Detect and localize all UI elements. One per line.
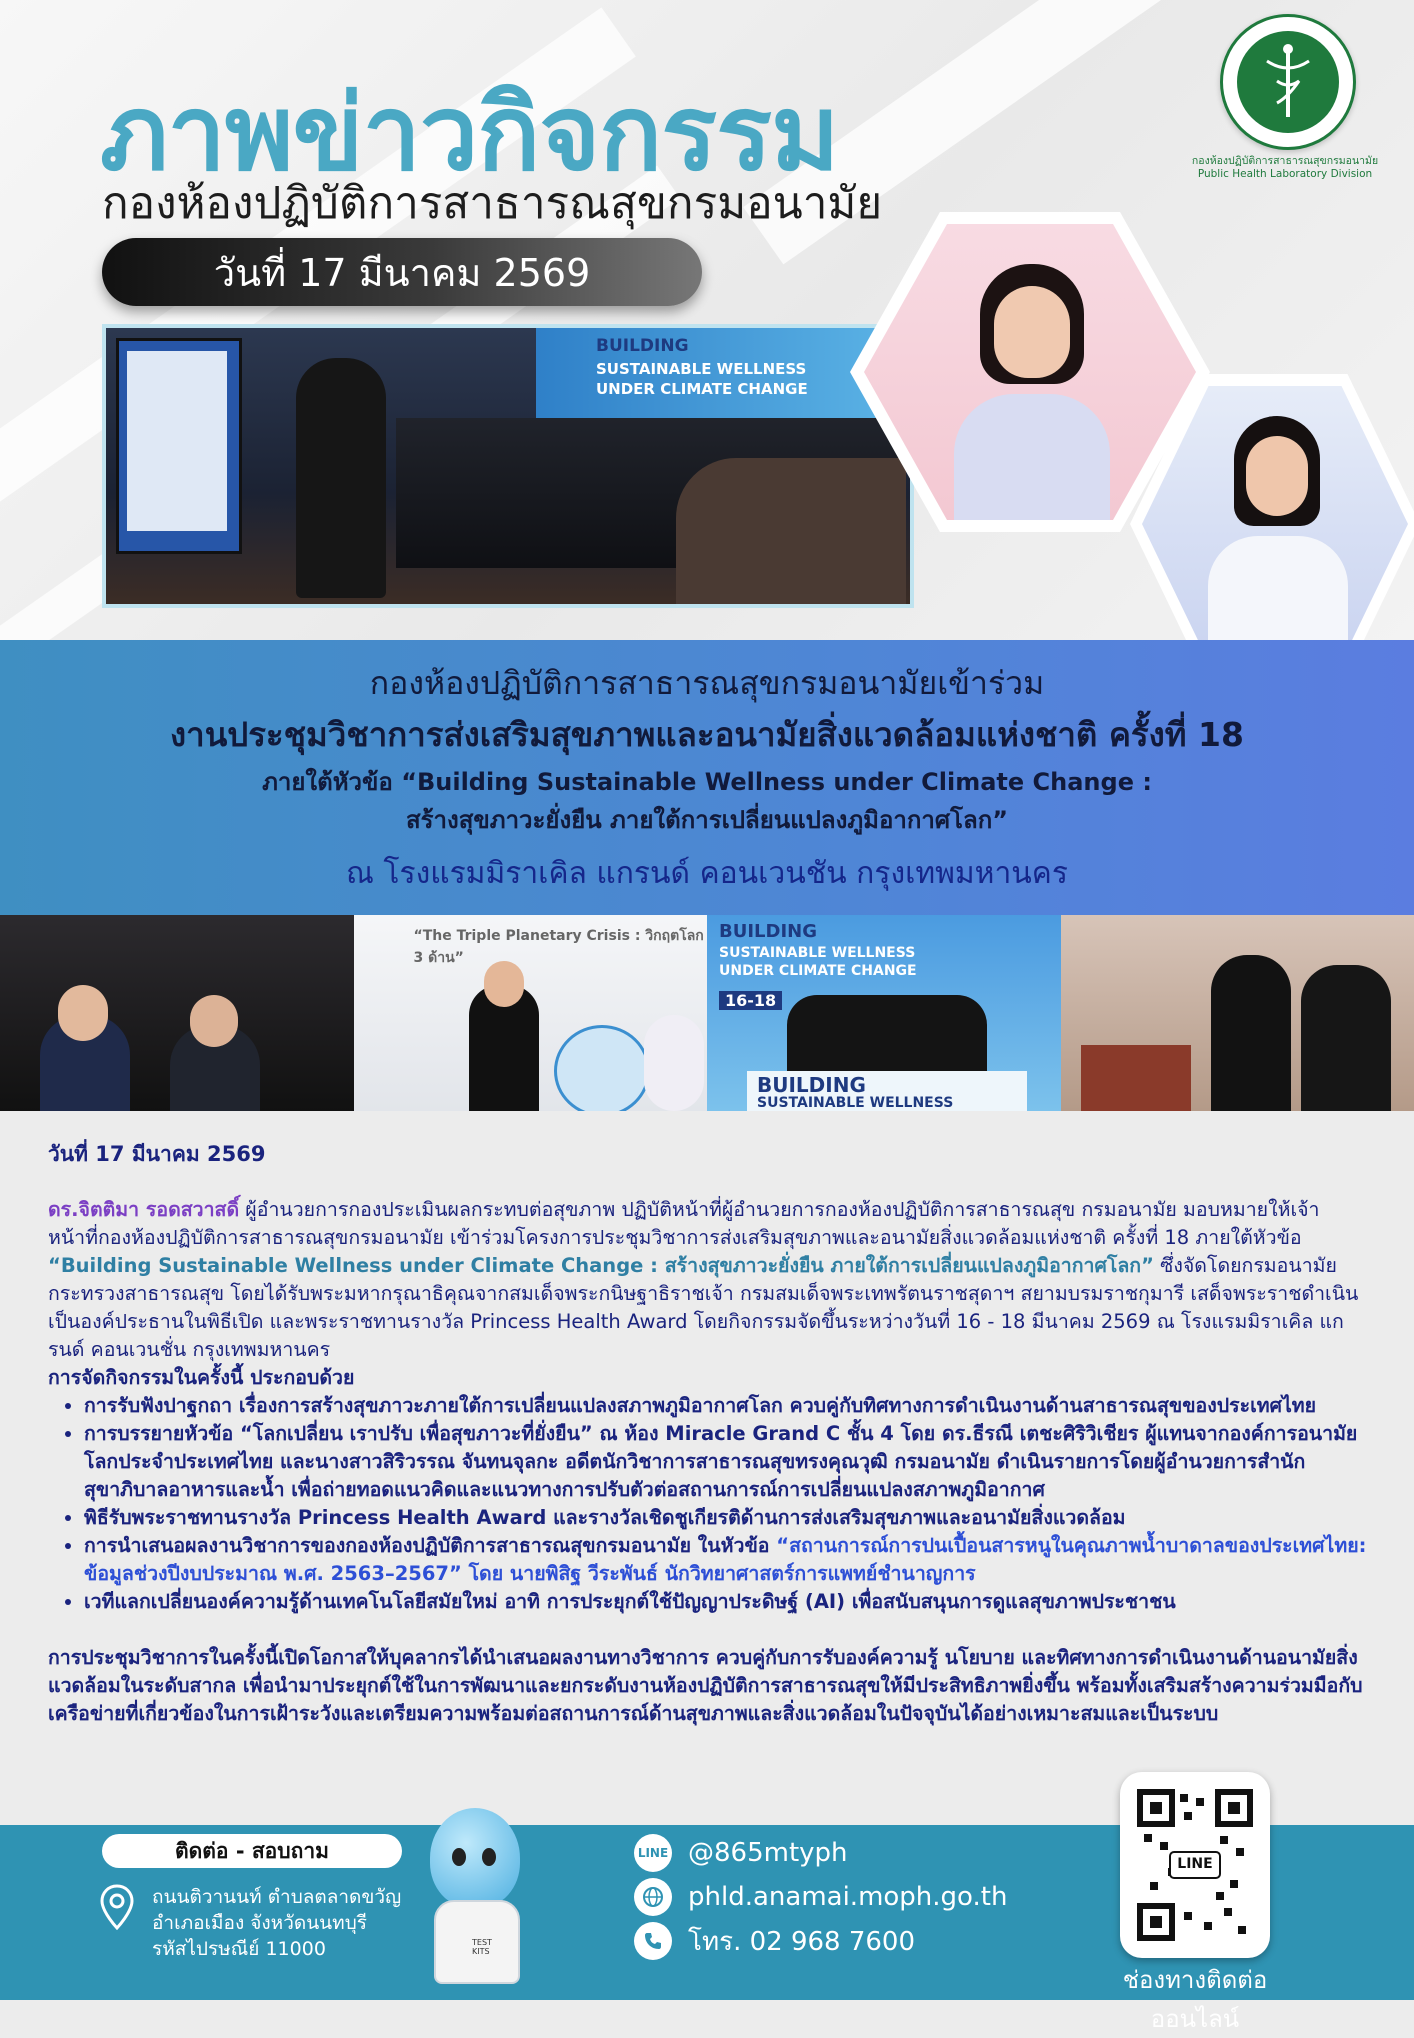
water-drop-mascot (420, 1808, 530, 1988)
phone-number: โทร. 02 968 7600 (688, 1921, 915, 1962)
research-title: “สถานการณ์การปนเปื้อนสารหนูในคุณภาพน้ำบาดาลของประเทศไทย: ข้อมูลช่วงปีงบประมาณ พ.ศ. 2563–2567” โดย นายพิสิฐ วีระพันธ์ นักวิทยาศาสตร์การแพทย์ชำนาญการ (84, 1534, 1366, 1585)
hero-event-photo (102, 324, 914, 608)
list-intro: การจัดกิจกรรมในครั้งนี้ ประกอบด้วย (48, 1364, 1368, 1392)
banner-line-5: ณ โรงแรมมิราเคิล แกรนด์ คอนเวนชัน กรุงเทพมหานคร (0, 850, 1414, 897)
photo-strip (0, 915, 1414, 1111)
line-qr-code[interactable] (1120, 1772, 1270, 1958)
speaker-figure (296, 358, 386, 598)
backdrop-text: UNDER CLIMATE CHANGE (596, 380, 808, 398)
backdrop-text: SUSTAINABLE WELLNESS (596, 360, 806, 378)
backdrop-text: SUSTAINABLE WELLNESS (719, 945, 915, 961)
mascot-badge: TEST KITS (472, 1938, 512, 1956)
line-id: @865mtyph (688, 1838, 848, 1868)
backdrop-text: SUSTAINABLE WELLNESS (757, 1095, 953, 1111)
line-icon: LINE (634, 1834, 672, 1872)
paragraph-text: ผู้อำนวยการกองประเมินผลกระทบต่อสุขภาพ ปฏิบัติหน้าที่ผู้อำนวยการกองห้องปฏิบัติการสาธารณสุข กรมอนามัย มอบหมายให้เจ้าหน้าที่กองห้องปฏิบัติการสาธารณสุขกรมอนามัย เข้าร่วมโครงการประชุมวิชาการส่งเสริมสุขภาพและอนามัยสิ่งแวดล้อมแห่งชาติ ครั้งที่ 18 ภายใต้หัวข้อ (48, 1198, 1320, 1249)
logo-caption-en: Public Health Laboratory Division (1150, 168, 1414, 180)
closing-paragraph: การประชุมวิชาการในครั้งนี้เปิดโอกาสให้บุคลากรได้นำเสนอผลงานทางวิชาการ ควบคู่กับการรับองค์ความรู้ นโยบาย และทิศทางการดำเนินงานด้านอนามัยสิ่งแวดล้อมในระดับสากล เพื่อนำมาประยุกต์ใช้ในการพัฒนาและยกระดับงานห้องปฏิบัติการสาธารณสุขให้มีประสิทธิภาพยิ่งขึ้น พร้อมทั้งเสริมสร้างความร่วมมือกับเครือข่ายที่เกี่ยวข้องในการเฝ้าระวังและเตรียมความพร้อมต่อสถานการณ์ด้านสุขภาพและสิ่งแวดล้อมในปัจจุบันได้อย่างเหมาะสมและเป็นระบบ (48, 1644, 1368, 1728)
banner-line-3: ภายใต้หัวข้อ “Building Sustainable Wellness under Climate Change : (0, 762, 1414, 801)
line-contact[interactable] (634, 1832, 848, 1874)
banner-line-1: กองห้องปฏิบัติการสาธารณสุขกรมอนามัยเข้าร่วม (0, 658, 1414, 709)
article-body (48, 1140, 1368, 1728)
qr-label: LINE (1170, 1856, 1220, 1872)
logo-emblem (1237, 31, 1339, 133)
article-date: วันที่ 17 มีนาคม 2569 (48, 1140, 1368, 1168)
list-item-text: การนำเสนอผลงานวิชาการของกองห้องปฏิบัติการสาธารณสุขกรมอนามัย ในหัวข้อ (84, 1534, 776, 1557)
paragraph-text: ซึ่งจัดโดยกรมอนามัย กระทรวงสาธารณสุข โดยได้รับพระมหากรุณาธิคุณจากสมเด็จพระกนิษฐาธิราชเจ้า กรมสมเด็จพระเทพรัตนราชสุดาฯ สยามบรมราชกุมารี เสด็จพระราชดำเนินเป็นองค์ประธานในพิธีเปิด และพระราชทานรางวัล Princess Health Award โดยกิจกรรมจัดขึ้นระหว่างวันที่ 16 - 18 มีนาคม 2569 ณ โรงแรมมิราเคิล แกรนด์ คอนเวนชั่น กรุงเทพมหานคร (48, 1254, 1358, 1361)
backdrop-text: BUILDING (757, 1073, 866, 1097)
screen-caption: “The Triple Planetary Crisis : วิกฤตโลก 3 ด้าน” (414, 925, 708, 969)
address-line: อำเภอเมือง จังหวัดนนทบุรี (152, 1908, 452, 1938)
backdrop-text: UNDER CLIMATE CHANGE (719, 963, 917, 979)
list-item (84, 1532, 1368, 1588)
strip-photo-team (707, 915, 1061, 1111)
backdrop-text: BUILDING (719, 921, 817, 942)
website-contact[interactable] (634, 1876, 1007, 1918)
page-subtitle: กองห้องปฏิบัติการสาธารณสุขกรมอนามัย (102, 168, 882, 238)
location-pin-icon (100, 1884, 134, 1930)
strip-photo-speaker (354, 915, 708, 1111)
list-item: • การรับฟังปาฐกถา เรื่องการสร้างสุขภาวะภายใต้การเปลี่ยนแปลงสภาพภูมิอากาศโลก ควบคู่กับทิศทางการดำเนินงานด้านสาธารณสุขของประเทศไทย (84, 1392, 1368, 1420)
list-item: • การบรรยายหัวข้อ “โลกเปลี่ยน เราปรับ เพื่อสุขภาวะที่ยั่งยืน” ณ ห้อง Miracle Grand C ชั้น 4 โดย ดร.ธีรณี เตชะศิริวิเชียร ผู้แทนจากองค์การอนามัยโลกประจำประเทศไทย และนางสาวสิริวรรณ จันทนจุลกะ อดีตนักวิชาการสาธารณสุขทรงคุณวุฒิ กรมอนามัย ดำเนินรายการโดยผู้อำนวยการสำนักสุขาภิบาลอาหารและน้ำ เพื่อถ่ายทอดแนวคิดและแนวทางการปรับตัวต่อสถานการณ์การเปลี่ยนแปลงสภาพภูมิอากาศ (84, 1420, 1368, 1504)
backdrop-date: 16-18 (719, 991, 782, 1010)
qr-caption: ช่องทางติดต่อออนไลน์ (1080, 1960, 1310, 2038)
poster-screen (116, 338, 242, 554)
caduceus-icon (1237, 31, 1339, 133)
logo-caption-th: กองห้องปฏิบัติการสาธารณสุขกรมอนามัย (1150, 152, 1414, 169)
list-item: • เวทีแลกเปลี่ยนองค์ความรู้ด้านเทคโนโลยีสมัยใหม่ อาทิ การประยุกต์ใช้ปัญญาประดิษฐ์ (AI) เพื่อสนับสนุนการดูแลสุขภาพประชาชน (84, 1588, 1368, 1616)
address-line: ถนนติวานนท์ ตำบลตลาดขวัญ (152, 1882, 452, 1912)
website-url: phld.anamai.moph.go.th (688, 1882, 1007, 1912)
contact-label: ติดต่อ - สอบถาม (102, 1834, 402, 1868)
banner-line-4: สร้างสุขภาวะยั่งยืน ภายใต้การเปลี่ยนแปลงภูมิอากาศโลก” (0, 800, 1414, 839)
director-name: ดร.จิตติมา รอดสวาสดิ์ (48, 1198, 239, 1221)
headline-banner (0, 640, 1414, 915)
article-paragraph-1 (48, 1196, 1368, 1364)
backdrop-text: BUILDING (596, 336, 689, 356)
ministry-logo (1220, 14, 1356, 150)
phone-contact[interactable] (634, 1920, 915, 1962)
activity-list (48, 1392, 1368, 1616)
list-item: • พิธีรับพระราชทานรางวัล Princess Health Award และรางวัลเชิดชูเกียรติด้านการส่งเสริมสุขภาพและอนามัยสิ่งแวดล้อม (84, 1504, 1368, 1532)
page-title: ภาพข่าวกิจกรรม (100, 50, 839, 215)
date-badge: วันที่ 17 มีนาคม 2569 (102, 238, 702, 306)
strip-photo-participants (1061, 915, 1414, 1111)
seated-person (676, 458, 906, 604)
banner-line-2: งานประชุมวิชาการส่งเสริมสุขภาพและอนามัยสิ่งแวดล้อมแห่งชาติ ครั้งที่ 18 (0, 708, 1414, 761)
globe-icon (634, 1878, 672, 1916)
phone-icon (634, 1922, 672, 1960)
address-line: รหัสไปรษณีย์ 11000 (152, 1934, 452, 1964)
topic-text: “Building Sustainable Wellness under Climate Change : สร้างสุขภาวะยั่งยืน ภายใต้การเปลี่ยนแปลงภูมิอากาศโลก” (48, 1254, 1154, 1277)
strip-photo-audience (0, 915, 354, 1111)
